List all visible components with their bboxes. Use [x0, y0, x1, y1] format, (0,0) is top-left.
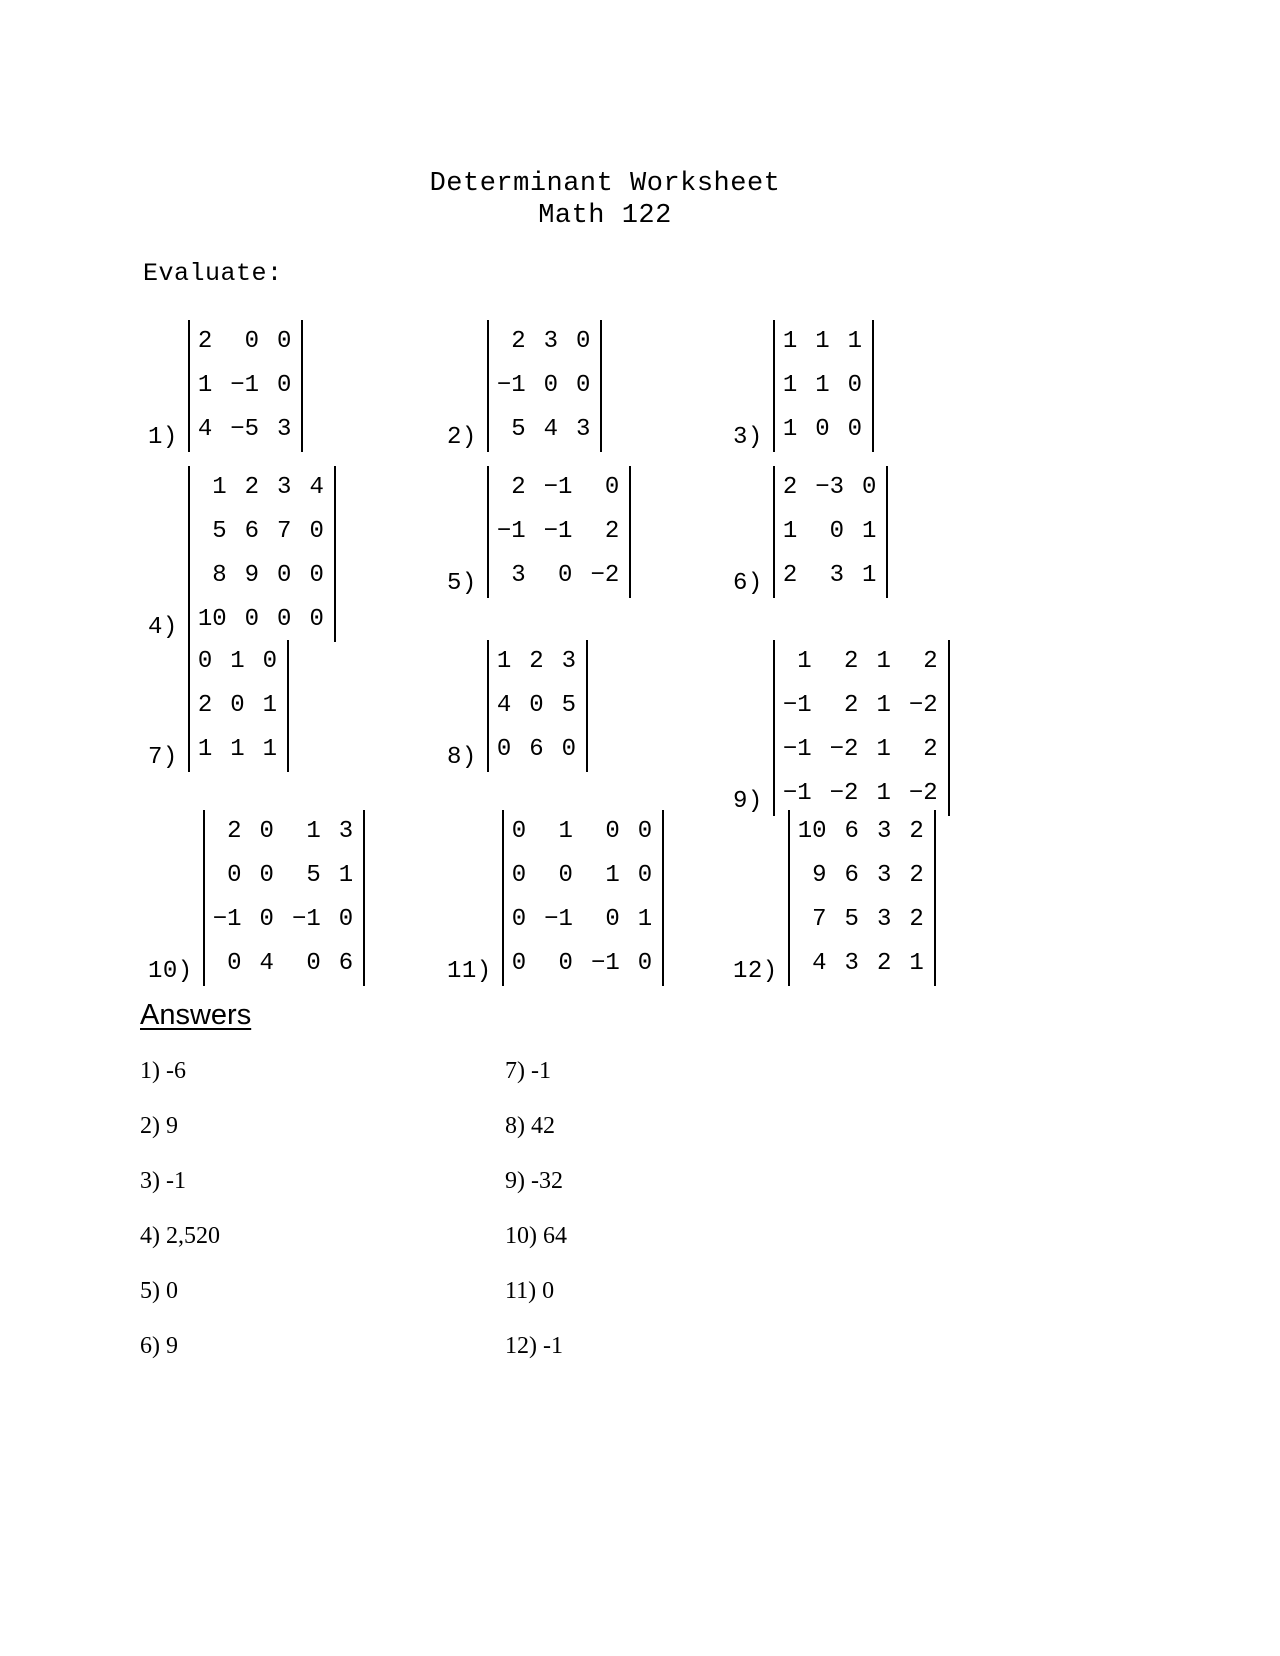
matrix-cell: 0 — [543, 372, 559, 399]
matrix-cell: 0 — [511, 950, 527, 977]
matrix-row — [510, 810, 656, 854]
matrix-cell: 1 — [605, 862, 620, 889]
matrix-cell: 7 — [812, 906, 827, 933]
answer-item: 12) -1 — [505, 1333, 563, 1359]
matrix-cell: 6 — [244, 518, 260, 545]
matrix-cell: 0 — [558, 950, 573, 977]
matrix-row — [196, 684, 281, 728]
matrix-cell: 2 — [876, 950, 892, 977]
matrix-cell: 5 — [306, 862, 321, 889]
matrix-cell: 0 — [511, 818, 527, 845]
matrix-cell: 3 — [277, 416, 292, 443]
answer-item: 6) 9 — [140, 1333, 178, 1359]
matrix-row — [781, 364, 866, 408]
matrix-cell: 3 — [277, 474, 292, 501]
matrix-row — [196, 320, 296, 364]
determinant-matrix — [773, 466, 889, 598]
matrix-cell: 1 — [496, 648, 512, 675]
matrix-cell: 4 — [496, 692, 512, 719]
problem-12 — [733, 810, 936, 986]
matrix-cell: 1 — [262, 736, 278, 763]
matrix-cell: 1 — [782, 328, 798, 355]
matrix-cell: −2 — [829, 736, 859, 763]
matrix-row — [211, 854, 357, 898]
matrix-cell: 2 — [909, 862, 924, 889]
problem-number-label: 9) — [733, 788, 763, 815]
determinant-matrix — [487, 320, 603, 452]
matrix-cell: 0 — [277, 606, 292, 633]
matrix-cell: 0 — [815, 416, 830, 443]
matrix-cell: 2 — [844, 692, 859, 719]
matrix-row — [796, 898, 928, 942]
matrix-cell: 0 — [277, 562, 292, 589]
matrix-row — [495, 408, 595, 452]
problem-5 — [447, 466, 631, 598]
matrix-cell: 0 — [309, 518, 324, 545]
problem-1 — [148, 320, 303, 452]
matrix-row — [781, 320, 866, 364]
answers-heading: Answers — [140, 999, 252, 1031]
matrix-row — [196, 554, 328, 598]
matrix-cell: 3 — [876, 906, 892, 933]
problem-4 — [148, 466, 336, 642]
matrix-cell: 4 — [197, 416, 213, 443]
matrix-cell: 8 — [212, 562, 227, 589]
matrix-cell: −3 — [815, 474, 845, 501]
matrix-cell: −1 — [782, 692, 812, 719]
matrix-cell: 2 — [227, 818, 242, 845]
matrix-cell: 0 — [259, 906, 274, 933]
matrix-cell: −1 — [590, 950, 620, 977]
matrix-cell: 4 — [812, 950, 827, 977]
matrix-cell: 4 — [543, 416, 559, 443]
matrix-cell: −2 — [908, 780, 938, 807]
matrix-row — [495, 320, 595, 364]
matrix-row — [781, 684, 942, 728]
matrix-row — [796, 810, 928, 854]
matrix-cell: 1 — [876, 648, 891, 675]
matrix-cell: 1 — [797, 648, 812, 675]
matrix-cell: −1 — [543, 474, 573, 501]
matrix-row — [211, 810, 357, 854]
determinant-matrix — [188, 640, 289, 772]
problem-number-label: 4) — [148, 614, 178, 641]
matrix-cell: 0 — [259, 818, 274, 845]
matrix-cell: 3 — [876, 818, 892, 845]
matrix-cell: 0 — [576, 372, 591, 399]
determinant-matrix — [773, 320, 874, 452]
matrix-cell: 0 — [604, 474, 620, 501]
matrix-cell: 0 — [338, 906, 354, 933]
matrix-cell: 3 — [876, 862, 892, 889]
matrix-cell: 0 — [227, 862, 242, 889]
determinant-matrix — [188, 320, 304, 452]
answer-item: 3) -1 — [140, 1168, 186, 1194]
matrix-cell: 0 — [862, 474, 877, 501]
matrix-cell: 1 — [862, 562, 877, 589]
matrix-cell: 10 — [197, 606, 227, 633]
matrix-cell: 0 — [511, 862, 527, 889]
matrix-cell: 3 — [561, 648, 577, 675]
problem-number-label: 3) — [733, 424, 763, 451]
matrix-cell: 1 — [782, 416, 798, 443]
matrix-cell: 0 — [244, 328, 260, 355]
matrix-cell: 5 — [212, 518, 227, 545]
matrix-cell: 2 — [782, 562, 798, 589]
matrix-row — [495, 554, 623, 598]
matrix-cell: 0 — [259, 862, 274, 889]
matrix-cell: 1 — [815, 372, 830, 399]
matrix-cell: 1 — [637, 906, 653, 933]
matrix-row — [196, 510, 328, 554]
matrix-cell: 2 — [604, 518, 620, 545]
matrix-cell: 4 — [309, 474, 324, 501]
matrix-cell: 0 — [227, 950, 242, 977]
matrix-row — [211, 942, 357, 986]
answer-item: 1) -6 — [140, 1058, 186, 1084]
matrix-cell: 1 — [782, 372, 798, 399]
matrix-cell: 10 — [797, 818, 827, 845]
matrix-cell: −1 — [782, 736, 812, 763]
matrix-cell: 0 — [637, 862, 653, 889]
answer-item: 7) -1 — [505, 1058, 551, 1084]
matrix-cell: 9 — [812, 862, 827, 889]
matrix-cell: 0 — [605, 818, 620, 845]
matrix-row — [510, 942, 656, 986]
matrix-cell: −1 — [544, 906, 573, 933]
matrix-row — [781, 640, 942, 684]
problem-3 — [733, 320, 874, 452]
matrix-cell: 0 — [637, 818, 653, 845]
matrix-cell: 0 — [605, 906, 620, 933]
matrix-cell: 0 — [847, 416, 863, 443]
matrix-cell: 0 — [829, 518, 845, 545]
matrix-cell: 0 — [558, 562, 573, 589]
matrix-cell: 1 — [212, 474, 227, 501]
title-line-2: Math 122 — [538, 201, 672, 231]
problem-number-label: 7) — [148, 744, 178, 771]
matrix-cell: −5 — [230, 416, 260, 443]
matrix-row — [495, 684, 580, 728]
matrix-cell: 2 — [511, 328, 526, 355]
matrix-cell: −1 — [291, 906, 321, 933]
matrix-cell: 9 — [244, 562, 260, 589]
matrix-cell: 7 — [277, 518, 292, 545]
matrix-cell: 3 — [844, 950, 859, 977]
matrix-cell: 0 — [230, 692, 245, 719]
matrix-cell: 2 — [197, 692, 213, 719]
matrix-cell: −1 — [496, 518, 526, 545]
answers-column-right — [505, 1058, 567, 1388]
matrix-cell: 1 — [782, 518, 798, 545]
problem-6 — [733, 466, 888, 598]
matrix-row — [196, 598, 328, 642]
problem-number-label: 8) — [447, 744, 477, 771]
problem-number-label: 1) — [148, 424, 178, 451]
matrix-cell: −2 — [590, 562, 620, 589]
matrix-row — [796, 942, 928, 986]
matrix-cell: 2 — [909, 906, 924, 933]
determinant-matrix — [487, 640, 588, 772]
matrix-cell: 6 — [529, 736, 544, 763]
matrix-row — [796, 854, 928, 898]
matrix-row — [495, 364, 595, 408]
matrix-cell: 2 — [844, 648, 859, 675]
problem-7 — [148, 640, 289, 772]
matrix-cell: 0 — [277, 328, 292, 355]
matrix-row — [781, 510, 881, 554]
matrix-cell: 0 — [558, 862, 573, 889]
matrix-cell: −1 — [496, 372, 526, 399]
matrix-cell: −1 — [782, 780, 812, 807]
matrix-cell: 1 — [197, 372, 213, 399]
problem-11 — [447, 810, 664, 986]
matrix-cell: 2 — [923, 648, 938, 675]
instruction-text: Evaluate: — [143, 259, 283, 288]
matrix-cell: 2 — [197, 328, 213, 355]
matrix-row — [196, 466, 328, 510]
answer-item: 5) 0 — [140, 1278, 178, 1304]
matrix-cell: 1 — [847, 328, 863, 355]
problem-number-label: 6) — [733, 570, 763, 597]
matrix-cell: 1 — [230, 736, 245, 763]
problem-number-label: 10) — [148, 958, 193, 985]
matrix-row — [495, 510, 623, 554]
problem-10 — [148, 810, 365, 986]
matrix-cell: 0 — [197, 648, 213, 675]
problem-number-label: 11) — [447, 958, 492, 985]
problem-number-label: 2) — [447, 424, 477, 451]
matrix-cell: 0 — [309, 562, 324, 589]
page-title — [0, 168, 1210, 232]
matrix-row — [196, 408, 296, 452]
matrix-cell: 3 — [511, 562, 526, 589]
problem-9 — [733, 640, 950, 816]
matrix-cell: 1 — [876, 692, 891, 719]
matrix-row — [781, 466, 881, 510]
answer-item: 9) -32 — [505, 1168, 563, 1194]
matrix-row — [196, 728, 281, 772]
problem-8 — [447, 640, 588, 772]
matrix-cell: 1 — [306, 818, 321, 845]
determinant-matrix — [502, 810, 664, 986]
matrix-cell: −1 — [543, 518, 573, 545]
problems-section — [0, 320, 1280, 1020]
matrix-row — [211, 898, 357, 942]
matrix-cell: 0 — [511, 906, 527, 933]
matrix-cell: 1 — [876, 736, 891, 763]
matrix-cell: 5 — [561, 692, 577, 719]
matrix-cell: 1 — [909, 950, 924, 977]
matrix-cell: 0 — [277, 372, 292, 399]
answer-item: 11) 0 — [505, 1278, 555, 1304]
matrix-cell: 2 — [529, 648, 544, 675]
matrix-cell: 1 — [262, 692, 278, 719]
answer-item: 2) 9 — [140, 1113, 178, 1139]
matrix-row — [196, 364, 296, 408]
answer-item: 8) 42 — [505, 1113, 555, 1139]
matrix-cell: 1 — [876, 780, 891, 807]
answers-column-left — [140, 1058, 220, 1388]
matrix-cell: 6 — [844, 818, 859, 845]
determinant-matrix — [188, 466, 336, 642]
matrix-cell: 0 — [496, 736, 512, 763]
matrix-cell: 3 — [576, 416, 591, 443]
determinant-matrix — [788, 810, 936, 986]
matrix-cell: 0 — [309, 606, 324, 633]
matrix-cell: 1 — [862, 518, 877, 545]
matrix-row — [196, 640, 281, 684]
matrix-row — [510, 898, 656, 942]
matrix-cell: 5 — [844, 906, 859, 933]
matrix-cell: 1 — [197, 736, 213, 763]
matrix-cell: 2 — [511, 474, 526, 501]
matrix-cell: 0 — [576, 328, 591, 355]
matrix-cell: 2 — [244, 474, 260, 501]
matrix-cell: 3 — [543, 328, 559, 355]
matrix-cell: −1 — [212, 906, 242, 933]
answer-item: 4) 2,520 — [140, 1223, 220, 1249]
matrix-cell: 0 — [561, 736, 577, 763]
determinant-matrix — [487, 466, 631, 598]
matrix-cell: 2 — [923, 736, 938, 763]
problem-number-label: 5) — [447, 570, 477, 597]
matrix-row — [781, 554, 881, 598]
matrix-row — [781, 728, 942, 772]
matrix-cell: 3 — [829, 562, 845, 589]
matrix-cell: −2 — [908, 692, 938, 719]
matrix-cell: 1 — [558, 818, 573, 845]
matrix-cell: 0 — [306, 950, 321, 977]
matrix-cell: 3 — [338, 818, 354, 845]
problem-number-label: 12) — [733, 958, 778, 985]
matrix-cell: 4 — [259, 950, 274, 977]
matrix-cell: 0 — [637, 950, 653, 977]
determinant-matrix — [773, 640, 950, 816]
matrix-cell: 1 — [338, 862, 354, 889]
matrix-row — [510, 854, 656, 898]
determinant-matrix — [203, 810, 365, 986]
matrix-cell: −2 — [829, 780, 859, 807]
problem-2 — [447, 320, 602, 452]
matrix-cell: 0 — [847, 372, 863, 399]
matrix-cell: −1 — [230, 372, 260, 399]
matrix-cell: 1 — [230, 648, 245, 675]
matrix-cell: 2 — [909, 818, 924, 845]
answer-item: 10) 64 — [505, 1223, 567, 1249]
matrix-cell: 0 — [262, 648, 278, 675]
matrix-row — [495, 728, 580, 772]
matrix-cell: 0 — [529, 692, 544, 719]
matrix-row — [781, 408, 866, 452]
matrix-cell: 6 — [338, 950, 354, 977]
matrix-cell: 5 — [511, 416, 526, 443]
matrix-cell: 2 — [782, 474, 798, 501]
matrix-cell: 6 — [844, 862, 859, 889]
matrix-row — [495, 466, 623, 510]
title-line-1: Determinant Worksheet — [429, 169, 781, 199]
matrix-row — [495, 640, 580, 684]
matrix-cell: 0 — [244, 606, 260, 633]
matrix-cell: 1 — [815, 328, 830, 355]
